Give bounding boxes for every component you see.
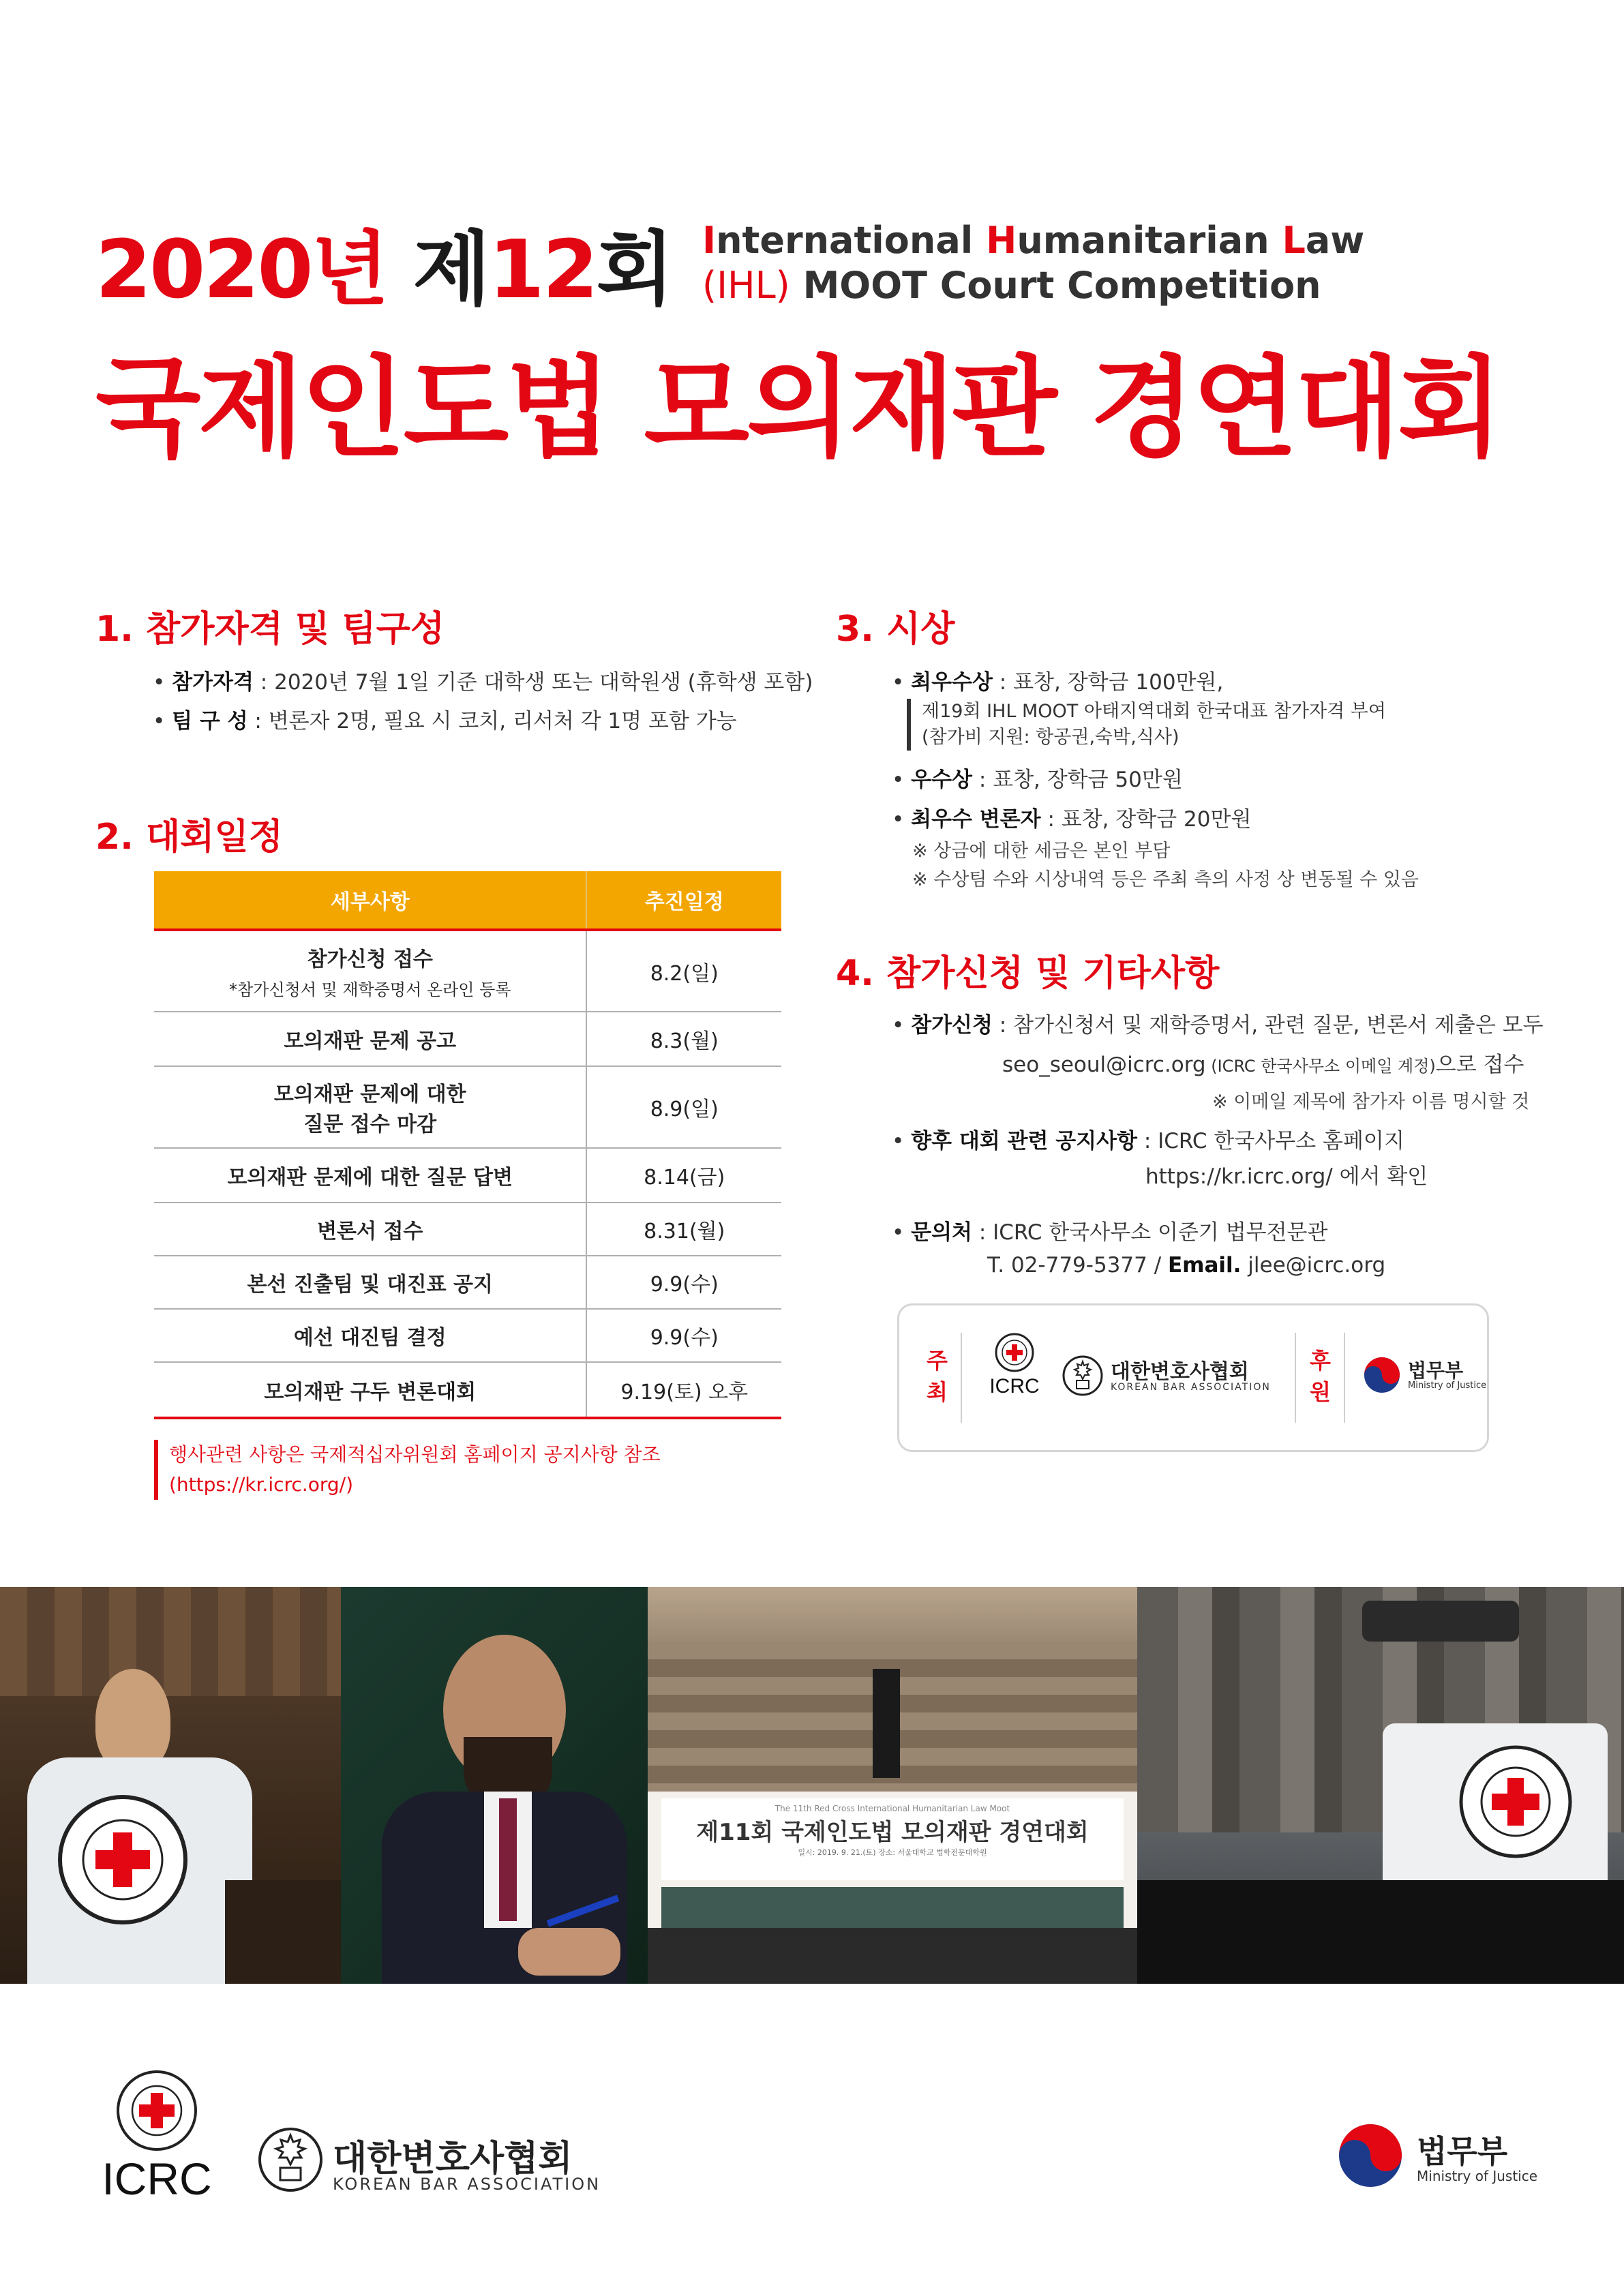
taegeuk-icon <box>1363 1356 1401 1394</box>
table-row <box>154 1309 781 1362</box>
red-cross-emblem-icon <box>55 1792 191 1928</box>
photo-icrc-delegate <box>0 1587 341 1984</box>
table-cell: 9.9(수) <box>586 1256 781 1309</box>
photo-courtroom <box>648 1587 1137 1984</box>
table-cell: 모의재판 구두 변론대회 <box>154 1362 586 1418</box>
host-tag: 주 최 <box>927 1348 948 1405</box>
table-cell: 예선 대진팀 결정 <box>154 1309 586 1362</box>
table-header: 세부사항 <box>154 871 586 930</box>
red-cross-emblem-icon <box>1458 1744 1574 1860</box>
rear-view-mirror <box>1362 1601 1519 1642</box>
section1-title: 1. 참가자격 및 팀구성 <box>95 609 445 650</box>
table-cell: 질문 접수 마감 <box>303 1113 437 1136</box>
award-note-change: ※ 수상팀 수와 시상내역 등은 주최 측의 사정 상 변동될 수 있음 <box>912 869 1419 890</box>
title-korean: 국제인도법 모의재판 경연대회 <box>95 344 1501 472</box>
hand <box>518 1928 620 1976</box>
tie <box>499 1798 517 1921</box>
notice-url[interactable]: https://kr.icrc.org/ 에서 확인 <box>1145 1164 1428 1189</box>
table-cell: 8.9(일) <box>586 1066 781 1148</box>
award-excellence: • 우수상 : 표창, 장학금 50만원 <box>892 768 1183 792</box>
award-best-oralist: • 최우수 변론자 : 표창, 장학금 20만원 <box>892 807 1252 832</box>
table-row <box>154 1256 781 1309</box>
icrc-logo: ICRC <box>987 1333 1042 1398</box>
section3-title: 3. 시상 <box>836 609 955 650</box>
award-note-tax: ※ 상금에 대한 세금은 본인 부담 <box>912 841 1171 862</box>
section4-title: 4. 참가신청 및 기타사항 <box>836 953 1220 994</box>
divider <box>1295 1333 1296 1423</box>
table-cell: 8.31(월) <box>586 1203 781 1256</box>
footer-icrc-logo: ICRC <box>89 2069 225 2203</box>
person-head <box>95 1669 170 1771</box>
red-cross-emblem-icon <box>995 1333 1034 1372</box>
table-row <box>154 1362 781 1418</box>
table-cell: 8.14(금) <box>586 1148 781 1203</box>
sponsor-tag: 후 원 <box>1310 1348 1331 1405</box>
award-grand-prize-detail: 제19회 IHL MOOT 아태지역대회 한국대표 참가자격 부여 (참가비 지원: 항공권,숙박,식사) <box>907 699 1386 751</box>
dashboard <box>1137 1880 1624 1984</box>
apply-info: • 참가신청 : 참가신청서 및 재학증명서, 관련 질문, 변론서 제출은 모두 <box>892 1013 1544 1038</box>
table-cell: 9.9(수) <box>586 1309 781 1362</box>
award-grand-prize: • 최우수상 : 표창, 장학금 100만원, <box>892 670 1224 695</box>
contact-email-link[interactable]: jlee@icrc.org <box>1241 1253 1386 1278</box>
red-cross-emblem-icon <box>115 2069 198 2152</box>
table-cell: 모의재판 문제에 대한 질문 답변 <box>154 1148 586 1203</box>
table-cell-sub: *참가신청서 및 재학증명서 온라인 등록 <box>229 980 511 999</box>
divider <box>961 1333 962 1423</box>
section1-bullet-team: • 팀 구 성 : 변론자 2명, 필요 시 코치, 리서처 각 1명 포함 가능 <box>153 709 737 734</box>
table-row <box>154 1148 781 1203</box>
apply-email-note: ※ 이메일 제목에 참가자 이름 명시할 것 <box>1212 1091 1530 1113</box>
table-cell: 변론서 접수 <box>154 1203 586 1256</box>
contact-info: • 문의처 : ICRC 한국사무소 이준기 법무전문관 <box>892 1220 1328 1245</box>
table-cell: 본선 진출팀 및 대진표 공지 <box>154 1256 586 1309</box>
table-row <box>154 1203 781 1256</box>
judges-table <box>648 1928 1137 1984</box>
taegeuk-icon <box>1336 2121 1404 2190</box>
kba-seal-icon <box>1062 1355 1104 1397</box>
table-cell: 모의재판 문제에 대한 <box>273 1083 466 1106</box>
table-cell: 8.2(일) <box>586 930 781 1012</box>
section2-title: 2. 대회일정 <box>95 817 283 858</box>
table-cell: 9.19(토) 오후 <box>586 1362 781 1418</box>
table-header: 추진일정 <box>586 871 781 930</box>
table-row <box>154 930 781 1012</box>
organizers-box: 주 최 ICRC 대한변호사협회 KOREAN BAR ASSOCIATION 후 원 법무부 Ministry of Justice <box>897 1303 1489 1452</box>
photo-icrc-vehicle <box>1137 1587 1624 1984</box>
photo-lawyer <box>341 1587 648 1984</box>
divider <box>1344 1333 1345 1423</box>
apply-email-line: seo_seoul@icrc.org (ICRC 한국사무소 이메일 계정)으로 접수 <box>1002 1053 1524 1077</box>
table-row <box>154 1012 781 1066</box>
title-year: 2020년 제12회 <box>95 222 672 316</box>
kba-seal-icon <box>256 2126 325 2194</box>
section1-bullet-eligibility: • 참가자격 : 2020년 7월 1일 기준 대학생 또는 대학원생 (휴학생 포함) <box>153 670 813 695</box>
notice-info: • 향후 대회 관련 공지사항 : ICRC 한국사무소 홈페이지 <box>892 1129 1404 1153</box>
table-cell: 8.3(월) <box>586 1012 781 1066</box>
schedule-table <box>154 871 781 1419</box>
schedule-note: 행사관련 사항은 국제적십자위원회 홈페이지 공지사항 참조 (https://kr.icrc.org/) <box>154 1440 661 1500</box>
table-cell: 참가신청 접수 <box>307 948 433 971</box>
event-banner: The 11th Red Cross International Humanitarian Law Moot 제11회 국제인도법 모의재판 경연대회 일시: 2019. 9. 21.(토) 장소: 서울대학교 법학전문대학원 <box>661 1798 1124 1880</box>
icrc-homepage-link[interactable]: (https://kr.icrc.org/) <box>169 1473 353 1496</box>
table-header-row <box>154 871 781 930</box>
speaker <box>873 1669 900 1778</box>
table-cell: 모의재판 문제 공고 <box>154 1012 586 1066</box>
apply-email-link[interactable]: seo_seoul@icrc.org <box>1002 1053 1206 1077</box>
contact-tel-email: T. 02-779-5377 / Email. jlee@icrc.org <box>987 1253 1386 1278</box>
title-english: International Humanitarian Law (IHL) MOOT Court Competition <box>702 219 1365 307</box>
table-row <box>154 1066 781 1148</box>
